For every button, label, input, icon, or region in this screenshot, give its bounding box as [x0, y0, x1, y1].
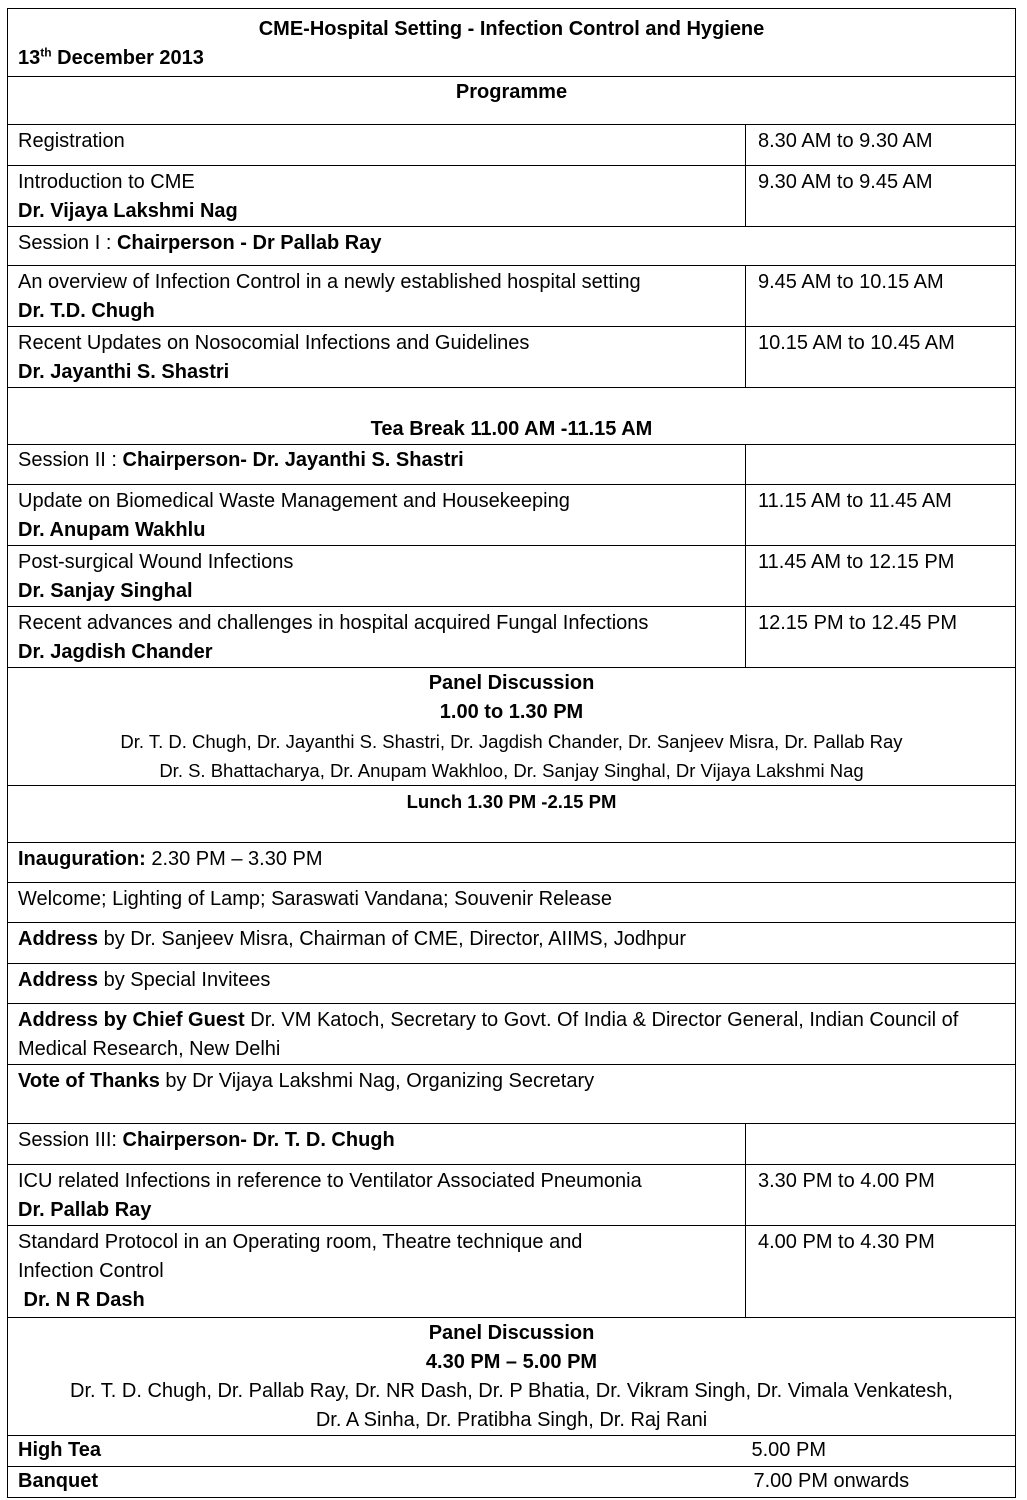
session2-label: Session II :	[18, 449, 123, 471]
table-row	[8, 1165, 1016, 1226]
fungal-cell	[8, 607, 746, 668]
date-rest: December 2013	[57, 47, 204, 69]
inauguration-cell	[8, 843, 1016, 883]
session2-time-empty	[746, 445, 1016, 485]
header-row	[8, 9, 1016, 77]
protocol-time: 4.00 PM to 4.30 PM	[746, 1226, 1016, 1318]
session3-cell	[8, 1124, 746, 1165]
session-row	[8, 445, 1016, 485]
biomedical-cell	[8, 485, 746, 546]
intro-title: Introduction to CME	[18, 171, 195, 193]
overview-cell	[8, 266, 746, 327]
table-row	[8, 485, 1016, 546]
session3-time-empty	[746, 1124, 1016, 1165]
panel1-cell	[8, 668, 1016, 786]
intro-speaker: Dr. Vijaya Lakshmi Nag	[18, 200, 238, 222]
address3-text: Dr. VM Katoch, Secretary to Govt. Of India & Director General, Indian Council of Medical Research, New Delhi	[18, 1009, 959, 1060]
lunch-row	[8, 786, 1016, 843]
session-row	[8, 1124, 1016, 1165]
vote-cell	[8, 1065, 1016, 1124]
address2-text: by Special Invitees	[98, 969, 271, 991]
nosocomial-title: Recent Updates on Nosocomial Infections and Guidelines	[18, 332, 530, 354]
vote-text: by Dr Vijaya Lakshmi Nag, Organizing Secretary	[159, 1070, 595, 1092]
vote-label: Vote of Thanks	[18, 1070, 160, 1092]
welcome: Welcome; Lighting of Lamp; Saraswati Vandana; Souvenir Release	[8, 883, 1016, 923]
biomedical-time: 11.15 AM to 11.45 AM	[746, 485, 1016, 546]
wound-title: Post-surgical Wound Infections	[18, 551, 294, 573]
registration-title: Registration	[8, 125, 746, 166]
session1-chair: Chairperson - Dr Pallab Ray	[116, 232, 382, 254]
tea-break: Tea Break 11.00 AM -11.15 AM	[8, 388, 1016, 445]
banquet-label: Banquet	[8, 1467, 746, 1498]
banquet-time: 7.00 PM onwards	[746, 1467, 1016, 1498]
address2-label: Address	[18, 969, 99, 991]
table-row	[8, 883, 1016, 923]
date-day: 13	[18, 47, 41, 69]
address3-label: Address by Chief Guest	[18, 1009, 245, 1031]
session2-cell	[8, 445, 746, 485]
icu-speaker: Dr. Pallab Ray	[18, 1199, 152, 1221]
address3-cell	[8, 1004, 1016, 1065]
panel2-names-line2: Dr. A Sinha, Dr. Pratibha Singh, Dr. Raj Rani	[315, 1409, 708, 1431]
table-row	[8, 266, 1016, 327]
nosocomial-time: 10.15 AM to 10.45 AM	[746, 327, 1016, 388]
table-row	[8, 1467, 1016, 1498]
nosocomial-cell	[8, 327, 746, 388]
session1-label: Session I :	[18, 232, 117, 254]
icu-title: ICU related Infections in reference to Ventilator Associated Pneumonia	[18, 1170, 642, 1192]
table-row	[8, 1436, 1016, 1467]
table-row	[8, 327, 1016, 388]
programme-heading-row	[8, 77, 1016, 125]
table-row	[8, 1226, 1016, 1318]
overview-time: 9.45 AM to 10.15 AM	[746, 266, 1016, 327]
table-row	[8, 1065, 1016, 1124]
programme-table	[7, 8, 1016, 1498]
panel2-cell	[8, 1318, 1016, 1436]
address1-cell	[8, 923, 1016, 964]
panel1-time: 1.00 to 1.30 PM	[439, 701, 584, 723]
table-row	[8, 923, 1016, 964]
address2-cell	[8, 964, 1016, 1004]
table-row	[8, 1004, 1016, 1065]
high-tea-label: High Tea	[8, 1436, 746, 1467]
date-suffix: th	[40, 45, 52, 60]
protocol-title: Standard Protocol in an Operating room, Theatre technique and Infection Control	[18, 1231, 583, 1282]
fungal-title: Recent advances and challenges in hospital acquired Fungal Infections	[18, 612, 649, 634]
overview-title: An overview of Infection Control in a newly established hospital setting	[18, 271, 641, 293]
document-date	[18, 44, 1005, 73]
address1-label: Address	[18, 928, 99, 950]
nosocomial-speaker: Dr. Jayanthi S. Shastri	[18, 361, 230, 383]
tea-break-row	[8, 388, 1016, 445]
panel1-names-line1: Dr. T. D. Chugh, Dr. Jayanthi S. Shastri, Dr. Jagdish Chander, Dr. Sanjeev Misra, Dr. Pallab Ray	[120, 731, 903, 752]
session1-cell	[8, 227, 1016, 266]
address1-text: by Dr. Sanjeev Misra, Chairman of CME, Director, AIIMS, Jodhpur	[98, 928, 687, 950]
fungal-speaker: Dr. Jagdish Chander	[18, 641, 213, 663]
high-tea-time: 5.00 PM	[746, 1436, 1016, 1467]
table-row	[8, 166, 1016, 227]
inauguration-time: 2.30 PM – 3.30 PM	[145, 848, 323, 870]
session-row	[8, 227, 1016, 266]
panel-discussion-row	[8, 1318, 1016, 1436]
session3-chair: Chairperson- Dr. T. D. Chugh	[122, 1129, 395, 1151]
protocol-cell	[8, 1226, 746, 1318]
biomedical-speaker: Dr. Anupam Wakhlu	[18, 519, 206, 541]
fungal-time: 12.15 PM to 12.45 PM	[746, 607, 1016, 668]
table-row	[8, 964, 1016, 1004]
table-row	[8, 125, 1016, 166]
overview-speaker: Dr. T.D. Chugh	[18, 300, 155, 322]
panel2-names-line1: Dr. T. D. Chugh, Dr. Pallab Ray, Dr. NR Dash, Dr. P Bhatia, Dr. Vikram Singh, Dr. Vimala Venkatesh,	[70, 1380, 953, 1402]
programme-heading: Programme	[8, 77, 1016, 125]
panel2-heading: Panel Discussion	[428, 1322, 595, 1344]
wound-speaker: Dr. Sanjay Singhal	[18, 580, 193, 602]
lunch: Lunch 1.30 PM -2.15 PM	[8, 786, 1016, 843]
protocol-speaker: Dr. N R Dash	[18, 1289, 145, 1311]
wound-time: 11.45 AM to 12.15 PM	[746, 546, 1016, 607]
header-cell	[8, 9, 1016, 77]
table-row	[8, 607, 1016, 668]
panel1-heading: Panel Discussion	[428, 672, 595, 694]
wound-cell	[8, 546, 746, 607]
table-row	[8, 843, 1016, 883]
icu-cell	[8, 1165, 746, 1226]
biomedical-title: Update on Biomedical Waste Management and Housekeeping	[18, 490, 570, 512]
panel2-time: 4.30 PM – 5.00 PM	[425, 1351, 598, 1373]
intro-time: 9.30 AM to 9.45 AM	[746, 166, 1016, 227]
icu-time: 3.30 PM to 4.00 PM	[746, 1165, 1016, 1226]
panel1-names-line2: Dr. S. Bhattacharya, Dr. Anupam Wakhloo, Dr. Sanjay Singhal, Dr Vijaya Lakshmi Nag	[159, 760, 864, 781]
table-row	[8, 546, 1016, 607]
panel-discussion-row	[8, 668, 1016, 786]
intro-cell	[8, 166, 746, 227]
session3-label: Session III:	[18, 1129, 123, 1151]
document-title: CME-Hospital Setting - Infection Control and Hygiene	[258, 18, 765, 40]
inauguration-label: Inauguration:	[18, 848, 146, 870]
registration-time: 8.30 AM to 9.30 AM	[746, 125, 1016, 166]
session2-chair: Chairperson- Dr. Jayanthi S. Shastri	[122, 449, 464, 471]
